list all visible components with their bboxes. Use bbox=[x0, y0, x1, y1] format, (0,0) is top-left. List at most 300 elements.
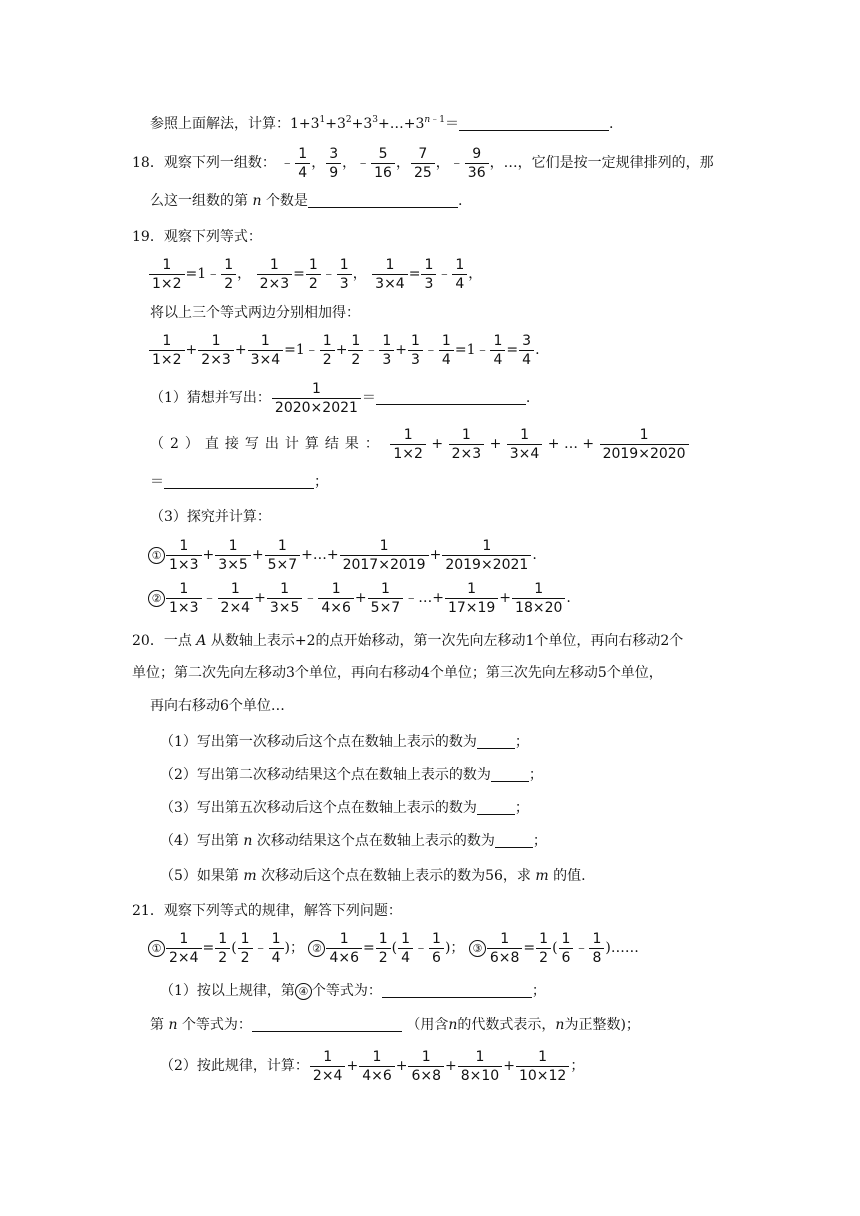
num: 1 bbox=[339, 930, 349, 947]
num: 1 bbox=[322, 332, 332, 349]
lparen: ( bbox=[391, 940, 398, 956]
num: 1 bbox=[218, 930, 228, 947]
den: 3×4 bbox=[507, 444, 543, 462]
num: 1 bbox=[162, 332, 172, 349]
q20-sub4 bbox=[160, 832, 547, 850]
frac bbox=[149, 257, 185, 292]
den: 2019×2020 bbox=[600, 444, 689, 462]
q19-p1-label: （1）猜想并写出： bbox=[150, 390, 271, 406]
q20-s1-blank[interactable] bbox=[477, 734, 515, 749]
plus: + bbox=[202, 547, 215, 563]
frac bbox=[166, 931, 202, 966]
semicolon: ； bbox=[532, 833, 547, 849]
frac bbox=[218, 581, 254, 616]
circle-two: ② bbox=[148, 590, 165, 607]
num: 1 bbox=[475, 1048, 485, 1065]
den: 1×2 bbox=[149, 350, 185, 368]
q20-s3-blank[interactable] bbox=[477, 800, 515, 815]
num: 1 bbox=[561, 930, 571, 947]
frac bbox=[411, 146, 435, 181]
frac bbox=[340, 538, 429, 573]
var-n: n bbox=[243, 833, 253, 849]
frac bbox=[318, 581, 354, 616]
num: 1 bbox=[224, 256, 234, 273]
den: 2×4 bbox=[310, 1066, 346, 1084]
q19-p2-blank[interactable] bbox=[164, 474, 314, 489]
q18-answer-blank[interactable] bbox=[308, 193, 458, 208]
frac bbox=[166, 538, 202, 573]
num: 1 bbox=[351, 332, 361, 349]
frac bbox=[445, 581, 498, 616]
exp-1: 1 bbox=[319, 115, 326, 125]
den: 36 bbox=[465, 163, 489, 181]
num: 1 bbox=[467, 580, 477, 597]
frac bbox=[269, 931, 284, 966]
q21-title bbox=[132, 902, 402, 920]
num: 1 bbox=[179, 580, 189, 597]
den: 3 bbox=[337, 274, 352, 292]
den: 2 bbox=[320, 350, 335, 368]
num: 1 bbox=[280, 580, 290, 597]
period: . bbox=[532, 547, 537, 563]
num: 1 bbox=[339, 256, 349, 273]
den: 5×7 bbox=[368, 598, 404, 616]
var-n: n bbox=[555, 1017, 565, 1033]
frac bbox=[166, 581, 202, 616]
q18-text-a: 么这一组数的第 bbox=[150, 193, 248, 209]
q21-p1-blank[interactable] bbox=[382, 983, 532, 998]
num: 1 bbox=[211, 332, 221, 349]
frac bbox=[221, 257, 236, 292]
q21-number: 21． bbox=[132, 903, 164, 919]
semicolon: ； bbox=[514, 800, 529, 816]
frac bbox=[306, 257, 321, 292]
q21-p1g: 为正整数)； bbox=[564, 1017, 640, 1033]
plus: + bbox=[429, 547, 442, 563]
frac bbox=[421, 257, 436, 292]
rparen: ) bbox=[284, 940, 290, 956]
frac bbox=[238, 931, 253, 966]
den: 2 bbox=[238, 948, 253, 966]
q20-sub5 bbox=[160, 867, 586, 885]
den: 4 bbox=[439, 350, 454, 368]
semicolon: ； bbox=[531, 983, 546, 999]
den: 6×8 bbox=[408, 1066, 444, 1084]
num: 1 bbox=[403, 426, 413, 443]
num: 1 bbox=[240, 930, 250, 947]
den: 2 bbox=[215, 948, 230, 966]
frac bbox=[376, 931, 391, 966]
frac bbox=[248, 333, 284, 368]
num: 1 bbox=[500, 930, 510, 947]
plus: + bbox=[431, 436, 444, 452]
q18-var-n: n bbox=[252, 193, 262, 209]
q21-p1b: 个等式为： bbox=[311, 983, 382, 999]
q20-s4-blank[interactable] bbox=[495, 833, 533, 848]
frac bbox=[398, 931, 413, 966]
comma: ， bbox=[468, 266, 483, 282]
frac bbox=[326, 931, 362, 966]
den: 2020×2021 bbox=[272, 398, 361, 416]
circle-one: ① bbox=[148, 940, 165, 957]
q19-part1 bbox=[150, 378, 530, 418]
den: 4 bbox=[490, 350, 505, 368]
num: 1 bbox=[639, 426, 649, 443]
q19-part2 bbox=[150, 424, 690, 464]
eq: ＝ bbox=[150, 474, 164, 490]
one-minus: 1﹣ bbox=[295, 342, 319, 358]
dots: … bbox=[312, 547, 327, 563]
semicolon: ； bbox=[289, 940, 304, 956]
plus: + bbox=[432, 590, 444, 606]
period: . bbox=[535, 342, 540, 358]
rparen: ) bbox=[605, 940, 611, 956]
minus: ﹣ bbox=[423, 342, 438, 358]
q20-sub1 bbox=[160, 733, 529, 751]
num: 1 bbox=[308, 256, 318, 273]
minus: ﹣ bbox=[364, 342, 379, 358]
den: 2×3 bbox=[198, 350, 234, 368]
den: 2×3 bbox=[449, 444, 485, 462]
q21-p2-label: （2）按此规律，计算： bbox=[160, 1058, 309, 1074]
exp-n bbox=[424, 115, 445, 125]
semicolon: ； bbox=[314, 474, 328, 490]
den: 4 bbox=[519, 350, 534, 368]
den: 2 bbox=[221, 274, 236, 292]
num: 1 bbox=[311, 380, 321, 397]
frac bbox=[519, 333, 534, 368]
frac bbox=[390, 427, 426, 462]
top-continuation-line bbox=[150, 115, 613, 133]
period: . bbox=[566, 590, 571, 606]
num: 1 bbox=[380, 580, 390, 597]
var-n: n bbox=[168, 1017, 178, 1033]
sep: ， bbox=[311, 155, 326, 171]
q21-n-blank[interactable] bbox=[252, 1017, 402, 1032]
plus: + bbox=[582, 436, 595, 452]
q20-number: 20． bbox=[132, 633, 164, 649]
num: 1 bbox=[179, 537, 189, 554]
top-text: 参照上面解法，计算：1+3 bbox=[150, 116, 320, 132]
sep: ， bbox=[342, 155, 357, 171]
q19-p2-label: （2）直接写出计算结果： bbox=[150, 436, 385, 452]
frac bbox=[337, 257, 352, 292]
q21-pattern-equations: ① $\frac{1}{2\times 4}$ = $\frac{1}{2}$ ( $\frac{1}{2}$ ﹣ $\frac{1}{4}$ )； ② $\frac{1}{4\times 6}$ = $\frac{1}{2}$ ( $\frac{1}{4}$ ﹣ $\frac{1}{6}$ )； ③ $\frac{1}{6\times 8}$ = $\frac{1}{2}$ ( $\frac{1}{6}$ ﹣ $\frac{1}{8}$ )…… bbox=[148, 928, 639, 968]
den: 3×4 bbox=[372, 274, 408, 292]
eq: ＝ bbox=[361, 390, 376, 406]
den: 3 bbox=[421, 274, 436, 292]
num: 1 bbox=[534, 580, 544, 597]
plus: + bbox=[254, 590, 266, 606]
num: 3 bbox=[522, 332, 532, 349]
frac bbox=[487, 931, 523, 966]
dots: … bbox=[563, 436, 578, 452]
q20-s4b: 次移动结果这个点在数轴上表示的数为 bbox=[256, 833, 495, 849]
q19-number: 19． bbox=[132, 229, 164, 245]
num: 9 bbox=[472, 145, 482, 162]
q20-s2-text: （2）写出第二次移动结果这个点在数轴上表示的数为 bbox=[160, 767, 491, 783]
top-end: . bbox=[608, 116, 614, 132]
q18-end: . bbox=[457, 193, 463, 209]
q21-p1d: 个等式为： bbox=[181, 1017, 252, 1033]
q20-s1-text: （1）写出第一次移动后这个点在数轴上表示的数为 bbox=[160, 734, 477, 750]
den: 4×6 bbox=[326, 948, 362, 966]
num: 1 bbox=[323, 1048, 333, 1065]
sign: ﹣ bbox=[449, 155, 464, 171]
q19-add-text: 将以上三个等式两边分别相加得： bbox=[150, 305, 360, 321]
frac bbox=[368, 581, 404, 616]
q18-sequence bbox=[280, 145, 489, 181]
num: 1 bbox=[455, 256, 465, 273]
den: 3×5 bbox=[215, 555, 251, 573]
sep: ， bbox=[395, 155, 410, 171]
num: 1 bbox=[424, 256, 434, 273]
num: 7 bbox=[418, 145, 428, 162]
exp-2: 2 bbox=[345, 115, 352, 125]
q18-tail: ，…，它们是按一定规律排列的，那 bbox=[489, 155, 714, 171]
num: 1 bbox=[432, 930, 441, 947]
num: 1 bbox=[385, 256, 395, 273]
num: 1 bbox=[372, 1048, 382, 1065]
q19-title-text: 观察下列等式： bbox=[163, 229, 262, 245]
num: 1 bbox=[421, 1048, 431, 1065]
plus: + bbox=[326, 547, 339, 563]
q20-s5a: （5）如果第 bbox=[160, 868, 239, 884]
num: 1 bbox=[520, 426, 529, 443]
num: 1 bbox=[493, 332, 503, 349]
den: 9 bbox=[326, 163, 341, 181]
q21-part1-b bbox=[150, 1016, 640, 1034]
one-minus: 1﹣ bbox=[197, 266, 221, 282]
num: 1 bbox=[411, 332, 420, 349]
q20-l1a: 一点 bbox=[163, 633, 192, 649]
den: 2×4 bbox=[218, 598, 254, 616]
circle-four: ④ bbox=[295, 983, 312, 1000]
semicolon: ； bbox=[528, 767, 543, 783]
den: 2 bbox=[376, 948, 391, 966]
num: 1 bbox=[538, 1048, 548, 1065]
var-m: m bbox=[243, 868, 257, 884]
frac bbox=[465, 146, 489, 181]
num: 1 bbox=[230, 580, 240, 597]
den: 3 bbox=[379, 350, 394, 368]
frac bbox=[326, 146, 341, 181]
q20-sub3 bbox=[160, 799, 529, 817]
period: . bbox=[525, 390, 531, 406]
exp-n-var: n bbox=[424, 115, 431, 125]
den: 16 bbox=[371, 163, 395, 181]
minus: ﹣ bbox=[202, 590, 217, 606]
num: 5 bbox=[378, 145, 388, 162]
frac bbox=[507, 427, 543, 462]
exp-3: 3 bbox=[372, 115, 379, 125]
den: 18×20 bbox=[512, 598, 565, 616]
frac bbox=[371, 146, 395, 181]
frac bbox=[442, 538, 531, 573]
frac bbox=[408, 333, 423, 368]
frac bbox=[429, 931, 444, 966]
den: 1×3 bbox=[166, 598, 202, 616]
plus: + bbox=[251, 547, 264, 563]
dots: … bbox=[418, 590, 433, 606]
num: 3 bbox=[329, 145, 339, 162]
num: 1 bbox=[379, 537, 389, 554]
den: 3 bbox=[408, 350, 423, 368]
frac bbox=[559, 931, 574, 966]
frac bbox=[452, 257, 467, 292]
frac bbox=[320, 333, 335, 368]
q20-l1b: 从数轴上表示+2的点开始移动，第一次先向左移动1个单位，再向右移动2个 bbox=[210, 633, 684, 649]
plus: + bbox=[301, 547, 313, 563]
den: 4 bbox=[398, 948, 413, 966]
den: 2×4 bbox=[166, 948, 202, 966]
q18-lead: 观察下列一组数： bbox=[163, 155, 276, 171]
den: 3×5 bbox=[267, 598, 303, 616]
q19-part2-answer bbox=[150, 473, 328, 491]
num: 1 bbox=[277, 537, 287, 554]
num: 1 bbox=[482, 537, 492, 554]
eq: = bbox=[293, 266, 305, 282]
den: 25 bbox=[411, 163, 435, 181]
circle-two: ② bbox=[308, 940, 325, 957]
exp-minus-one: ﹣1 bbox=[430, 115, 445, 125]
q18-text-b: 个数是 bbox=[265, 193, 308, 209]
den: 4×6 bbox=[359, 1066, 395, 1084]
den: 2 bbox=[536, 948, 551, 966]
num: 1 bbox=[228, 537, 238, 554]
frac bbox=[348, 333, 363, 368]
num: 1 bbox=[441, 332, 451, 349]
frac bbox=[215, 538, 251, 573]
minus: ﹣ bbox=[437, 266, 452, 282]
den: 1×3 bbox=[166, 555, 202, 573]
ellipsis: …… bbox=[610, 940, 639, 956]
num: 1 bbox=[401, 930, 411, 947]
minus: ﹣ bbox=[404, 590, 419, 606]
var-n: n bbox=[448, 1017, 458, 1033]
eq: = bbox=[506, 342, 519, 358]
den: 6 bbox=[559, 948, 574, 966]
frac bbox=[439, 333, 454, 368]
q19-title bbox=[132, 228, 262, 246]
lparen: ( bbox=[552, 940, 558, 956]
q19-p1-blank[interactable] bbox=[376, 390, 526, 405]
den: 2 bbox=[306, 274, 321, 292]
q21-p1c: 第 bbox=[150, 1017, 164, 1033]
top-eq: ＝ bbox=[444, 116, 459, 132]
semicolon: ； bbox=[570, 1058, 585, 1074]
top-p1: +3 bbox=[325, 116, 346, 132]
frac bbox=[359, 1049, 395, 1084]
frac bbox=[267, 581, 303, 616]
eq: = bbox=[185, 266, 198, 282]
answer-blank[interactable] bbox=[459, 116, 609, 131]
den: 17×19 bbox=[445, 598, 498, 616]
q21-p1e: （用含 bbox=[406, 1017, 449, 1033]
den: 8 bbox=[589, 948, 604, 966]
plus: + bbox=[335, 342, 348, 358]
frac bbox=[257, 257, 293, 292]
frac bbox=[372, 257, 408, 292]
plus: + bbox=[395, 342, 407, 358]
frac bbox=[379, 333, 394, 368]
semicolon: ； bbox=[514, 734, 529, 750]
q19-expr-2 bbox=[148, 578, 571, 618]
lparen: ( bbox=[231, 940, 237, 956]
q21-title-text: 观察下列等式的规律，解答下列问题： bbox=[163, 903, 402, 919]
den: 4 bbox=[269, 948, 284, 966]
plus: + bbox=[185, 342, 198, 358]
den: 4 bbox=[452, 274, 467, 292]
frac bbox=[149, 333, 185, 368]
frac bbox=[408, 1049, 444, 1084]
point-a: A bbox=[196, 633, 207, 649]
den: 1×2 bbox=[390, 444, 426, 462]
frac bbox=[490, 333, 505, 368]
sum-tail: =1﹣ bbox=[454, 342, 490, 358]
comma: ， bbox=[237, 266, 252, 282]
q20-s2-blank[interactable] bbox=[491, 767, 529, 782]
q20-sub2 bbox=[160, 766, 543, 784]
frac bbox=[512, 581, 565, 616]
frac bbox=[589, 931, 604, 966]
frac bbox=[198, 333, 234, 368]
num: 1 bbox=[269, 256, 279, 273]
num: 1 bbox=[179, 930, 189, 947]
den: 10×12 bbox=[516, 1066, 569, 1084]
top-p3: +…+3 bbox=[378, 116, 425, 132]
plus: + bbox=[234, 342, 247, 358]
frac bbox=[516, 1049, 569, 1084]
minus: ﹣ bbox=[321, 266, 336, 282]
q18-number: 18． bbox=[132, 155, 164, 171]
q20-s5c: 的值. bbox=[553, 868, 586, 884]
frac bbox=[600, 427, 689, 462]
q21-p1a: （1）按以上规律，第 bbox=[160, 983, 295, 999]
rparen: ) bbox=[444, 940, 451, 956]
frac bbox=[310, 1049, 346, 1084]
circle-three: ③ bbox=[469, 940, 486, 957]
q19-expr-1 bbox=[148, 535, 537, 575]
plus: + bbox=[499, 590, 512, 606]
num: 1 bbox=[271, 930, 281, 947]
q21-part1-a bbox=[160, 982, 546, 1000]
num: 1 bbox=[331, 580, 341, 597]
q20-s3-text: （3）写出第五次移动后这个点在数轴上表示的数为 bbox=[160, 800, 477, 816]
frac bbox=[272, 381, 361, 416]
den: 2 bbox=[348, 350, 363, 368]
frac bbox=[215, 931, 230, 966]
num: 1 bbox=[382, 332, 392, 349]
q20-s4a: （4）写出第 bbox=[160, 833, 239, 849]
num: 1 bbox=[162, 256, 172, 273]
q20-line1 bbox=[132, 632, 683, 650]
q18-line2 bbox=[150, 192, 462, 210]
den: 6×8 bbox=[487, 948, 523, 966]
eq: = bbox=[408, 266, 421, 282]
frac bbox=[536, 931, 551, 966]
plus: + bbox=[547, 436, 560, 452]
q20-line3: 再向右移动6个单位… bbox=[150, 698, 285, 714]
q20-line2: 单位；第二次先向左移动3个单位，再向右移动4个单位；第三次先向左移动5个单位， bbox=[132, 665, 663, 681]
q19-given-equations bbox=[148, 254, 482, 294]
den: 2019×2021 bbox=[442, 555, 531, 573]
frac bbox=[449, 427, 485, 462]
den: 3×4 bbox=[248, 350, 284, 368]
den: 8×10 bbox=[458, 1066, 502, 1084]
sign: ﹣ bbox=[280, 155, 295, 171]
den: 4 bbox=[295, 163, 310, 181]
